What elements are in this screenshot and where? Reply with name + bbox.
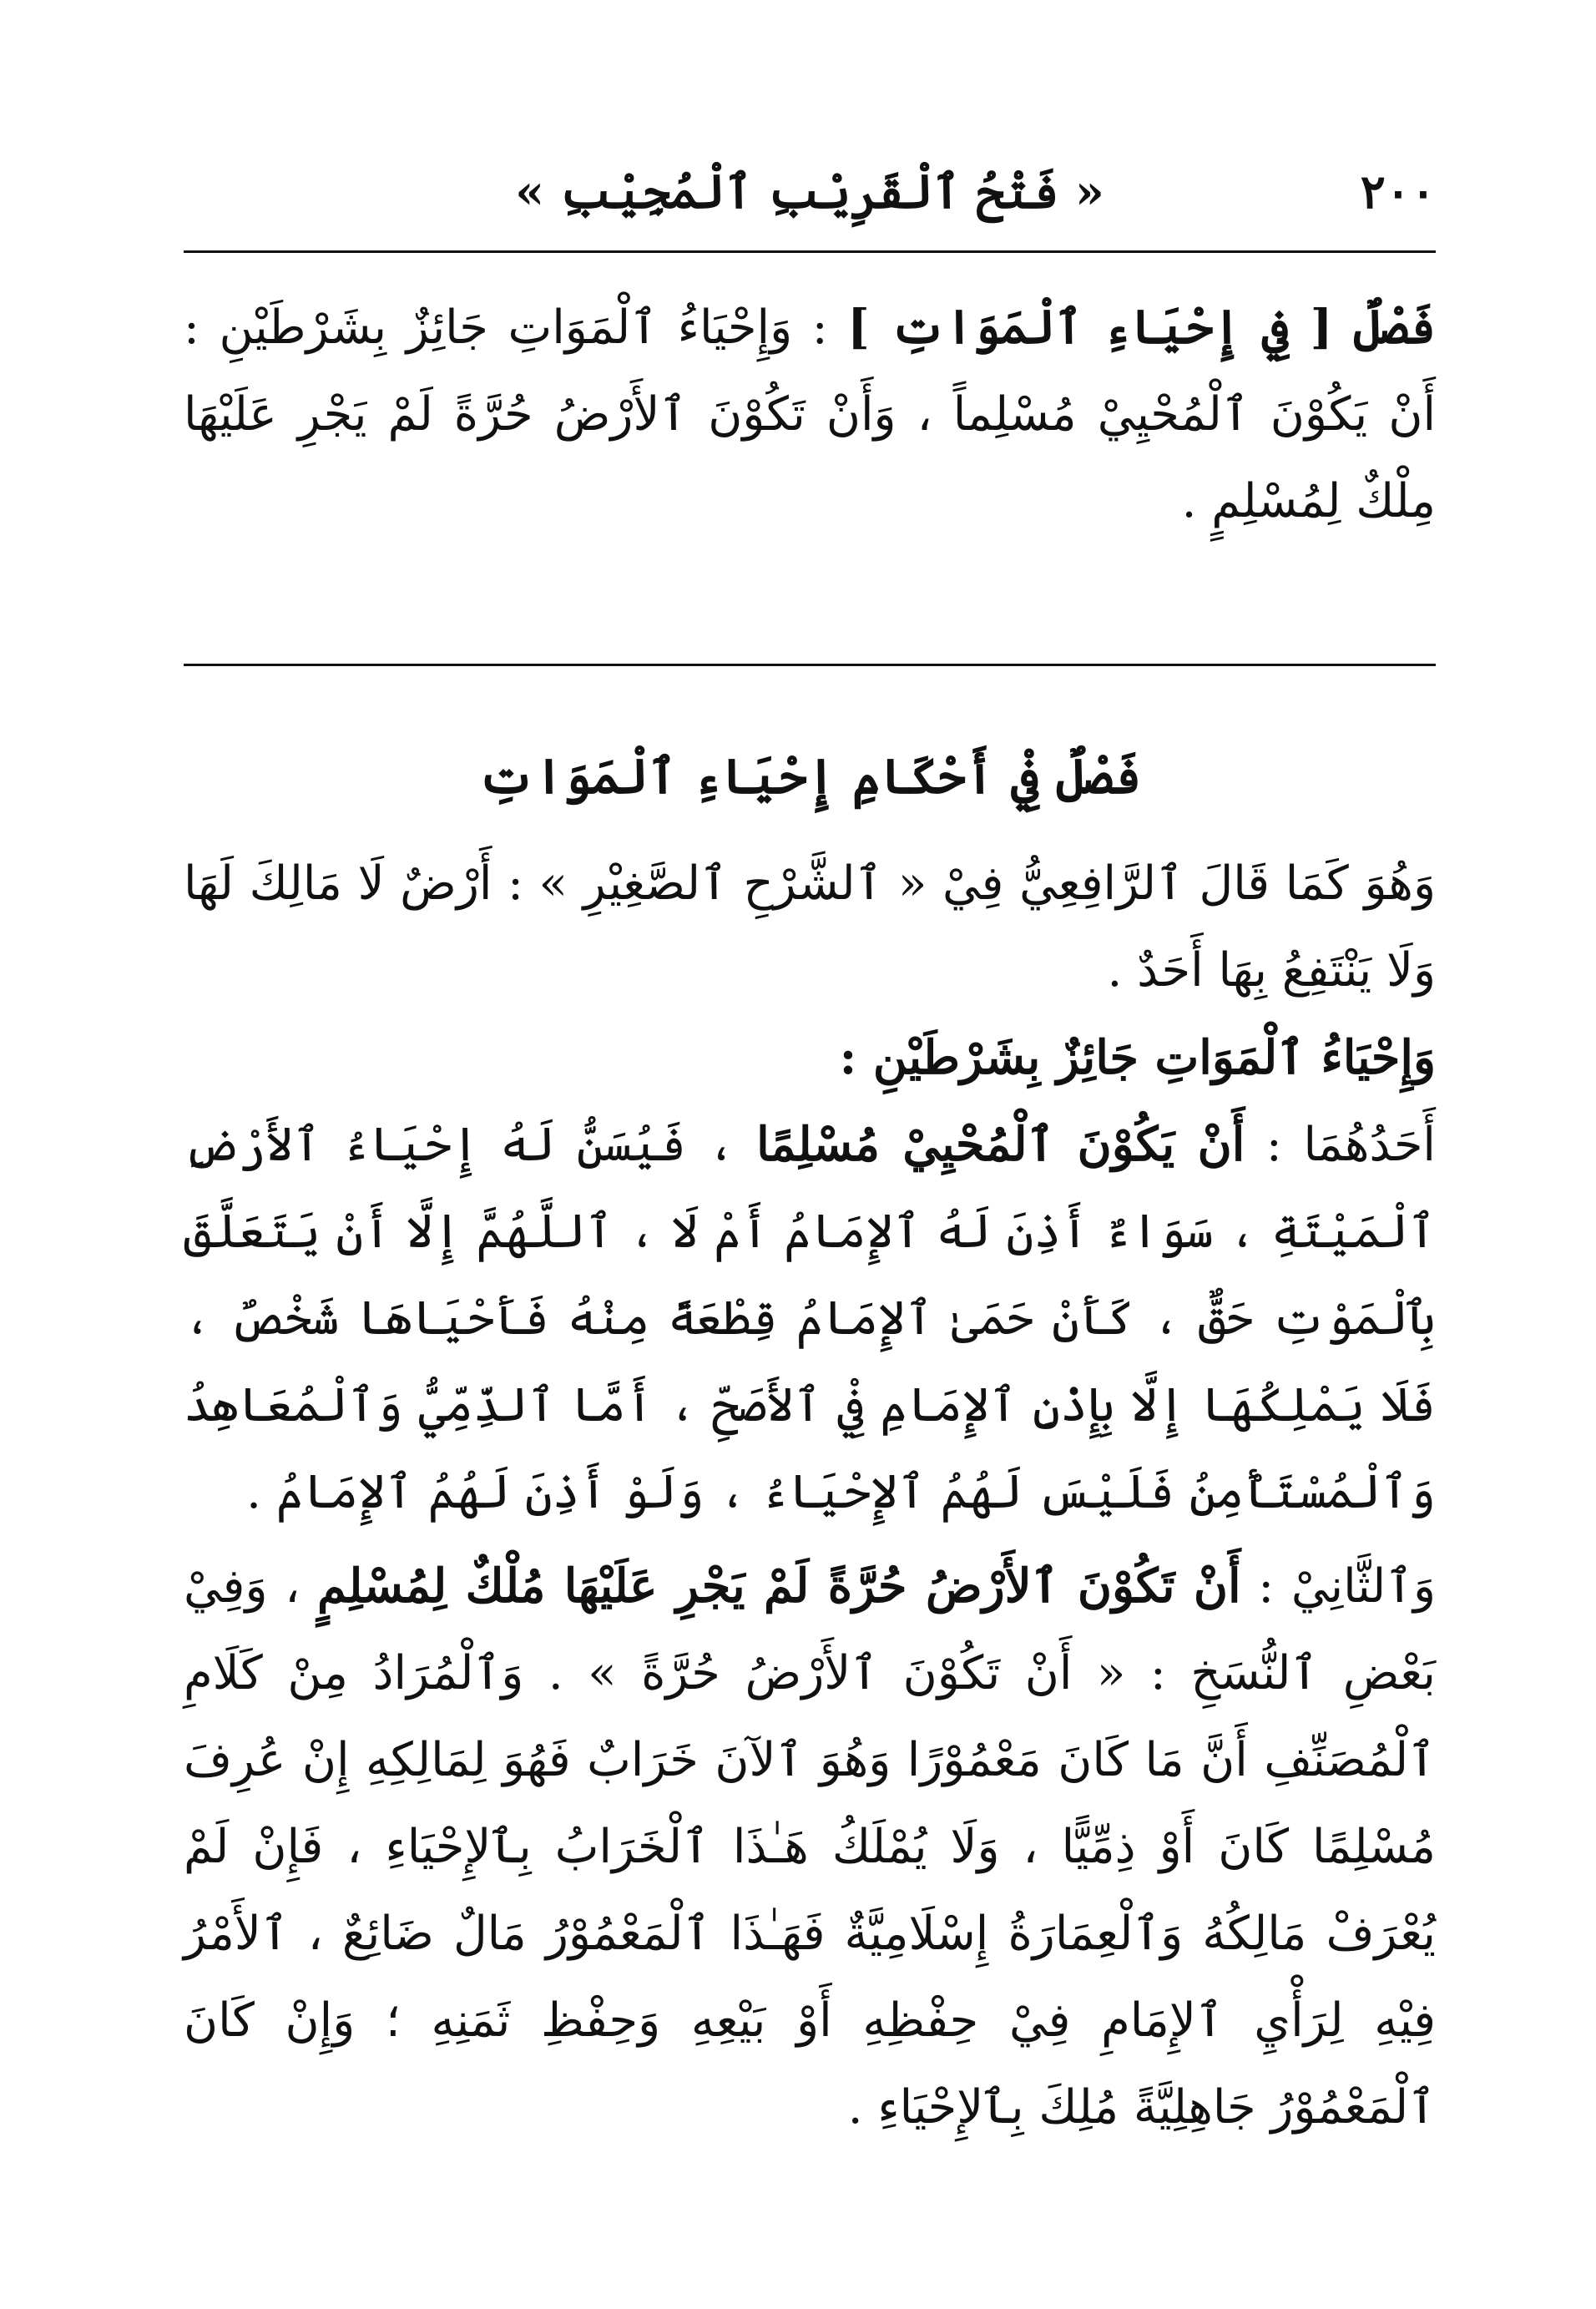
matn-text-block [184, 284, 1436, 545]
definition-paragraph: وَهُوَ كَمَا قَالَ ٱلرَّافِعِيُّ فِيْ « ٱلشَّرْحِ ٱلصَّغِيْرِ » : أَرْضٌ لَا مَالِكَ لَهَا وَلَا يَنْتَفِعُ بِهَا أَحَدٌ . [184, 856, 1436, 998]
running-header [184, 150, 1436, 234]
second-condition-bold: أَنْ تَكُوْنَ ٱلأَرْضُ حُرَّةً لَمْ يَجْرِ عَلَيْهَا مُلْكٌ لِمُسْلِمٍ [317, 1559, 1241, 1614]
page-number: ٢٠٠ [1360, 164, 1436, 220]
second-condition-lead: وَٱلثَّانِيْ : [1240, 1559, 1436, 1614]
first-condition-lead: أَحَدُهُمَا : [1245, 1118, 1436, 1172]
conditions-heading: وَإِحْيَاءُ ٱلْمَوَاتِ جَائِزٌ بِشَرْطَيْنِ : [839, 1030, 1436, 1085]
first-condition-bold: أَنْ يَكُوْنَ ٱلْمُحْيِيْ مُسْلِمًا [756, 1117, 1245, 1172]
first-condition-text: ، فَيُسَنُّ لَهُ إِحْيَاءُ ٱلأَرْضِ ٱلْمَيْتَةِ ، سَوَاءٌ أَذِنَ لَهُ ٱلإِمَامُ أَمْ لَا ، ٱللَّهُمَّ إِلَّا أَنْ يَتَعَلَّقَ بِٱلْمَوْتِ حَقٌّ ، كَأَنْ حَمَىٰ ٱلإِمَامُ قِطْعَةً مِنْهُ فَأَحْيَاهَا شَخْصٌ ، فَلَا يَمْلِكُهَا إِلَّا بِإِذْنِ ٱلإِمَامِ فِيْ ٱلأَصَحِّ ، أَمَّا ٱلذِّمِّيُّ وَٱلْمُعَاهِدُ وَٱلْمُسْتَأْمِنُ فَلَيْسَ لَهُمُ ٱلإِحْيَاءُ ، وَلَوْ أَذِنَ لَهُمُ ٱلإِمَامُ . [184, 1118, 1436, 1519]
commentary-text-block [184, 730, 1436, 2151]
second-condition-text: ، وَفِيْ بَعْضِ ٱلنُّسَخِ : « أَنْ تَكُوْنَ ٱلأَرْضُ حُرَّةً » . وَٱلْمُرَادُ مِنْ كَلَامِ ٱلْمُصَنِّفِ أَنَّ مَا كَانَ مَعْمُوْرًا وَهُوَ ٱلآنَ خَرَابٌ فَهُوَ لِمَالِكِهِ إِنْ عُرِفَ مُسْلِمًا كَانَ أَوْ ذِمِّيًّا ، وَلَا يُمْلَكُ هَـٰذَا ٱلْخَرَابُ بِٱلإِحْيَاءِ ، فَإِنْ لَمْ يُعْرَفْ مَالِكُهُ وَٱلْعِمَارَةُ إِسْلَامِيَّةٌ فَهَـٰذَا ٱلْمَعْمُوْرُ مَالٌ ضَائِعٌ ، ٱلأَمْرُ فِيْهِ لِرَأْيِ ٱلإِمَامِ فِيْ حِفْظِهِ أَوْ بَيْعِهِ وَحِفْظِ ثَمَنِهِ ؛ وَإِنْ كَانَ ٱلْمَعْمُوْرُ جَاهِلِيَّةً مُلِكَ بِٱلإِحْيَاءِ . [184, 1559, 1436, 2135]
matn-separator-rule [184, 664, 1436, 666]
paragraph-gap [184, 1536, 1436, 1543]
matn-heading: فَصْلٌ [ فِي إِحْيَاءِ ٱلْمَوَاتِ ] [847, 300, 1436, 355]
running-title: « فَتْحُ ٱلْقَرِيْبِ ٱلْمُجِيْبِ » [515, 164, 1104, 220]
matn-text: : وَإِحْيَاءُ ٱلْمَوَاتِ جَائِزٌ بِشَرْطَيْنِ : أَنْ يَكُوْنَ ٱلْمُحْيِيْ مُسْلِماً ، وَأَنْ تَكُوْنَ ٱلأَرْضُ حُرَّةً لَمْ يَجْرِ عَلَيْهَا مِلْكٌ لِمُسْلِمٍ . [184, 301, 1436, 528]
header-rule [184, 250, 1436, 253]
section-title: فَصْلٌ فِيْ أَحْكَامِ إِحْيَاءِ ٱلْمَوَاتِ [477, 748, 1142, 805]
matn-paragraph [184, 284, 1436, 545]
second-condition-paragraph [184, 1543, 1436, 2151]
first-condition-paragraph [184, 1101, 1436, 1536]
